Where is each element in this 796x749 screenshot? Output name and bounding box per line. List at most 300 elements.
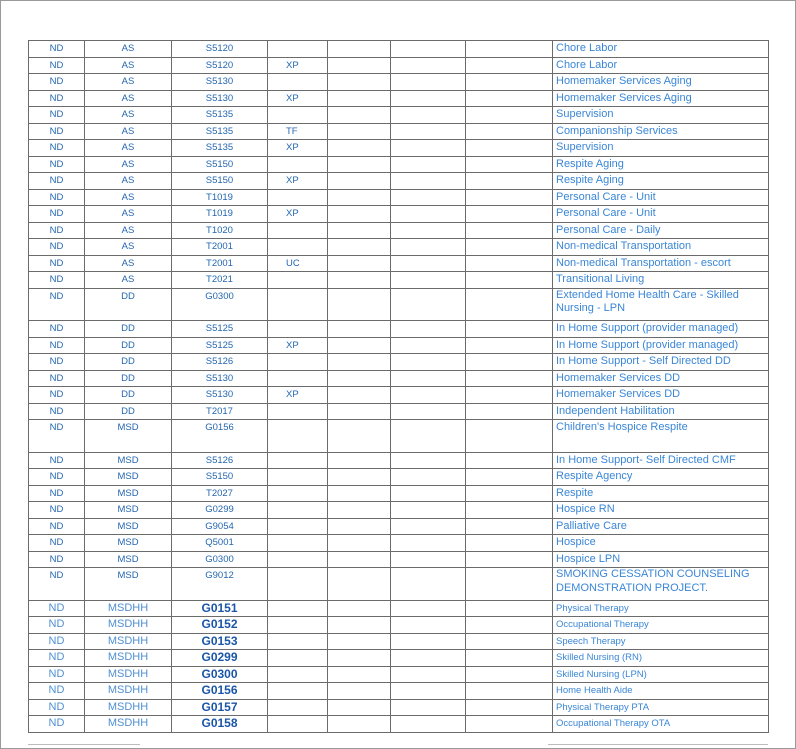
modifier-cell xyxy=(268,74,328,91)
description-cell: Palliative Care xyxy=(553,518,769,535)
empty-cell xyxy=(466,699,553,716)
description-cell: Chore Labor xyxy=(553,57,769,74)
state-cell: ND xyxy=(29,321,85,338)
state-cell: ND xyxy=(29,650,85,667)
description-cell: Hospice RN xyxy=(553,502,769,519)
empty-cell xyxy=(391,617,466,634)
modifier-cell xyxy=(268,699,328,716)
empty-cell xyxy=(466,123,553,140)
empty-cell xyxy=(328,74,391,91)
code-cell: G0299 xyxy=(172,502,268,519)
empty-cell xyxy=(466,354,553,371)
code-cell: S5126 xyxy=(172,452,268,469)
program-cell: DD xyxy=(85,288,172,321)
program-cell: DD xyxy=(85,354,172,371)
state-cell: ND xyxy=(29,57,85,74)
table-row xyxy=(29,683,769,700)
state-cell: ND xyxy=(29,173,85,190)
empty-cell xyxy=(328,387,391,404)
empty-cell xyxy=(328,469,391,486)
empty-cell xyxy=(391,633,466,650)
empty-cell xyxy=(391,420,466,453)
empty-cell xyxy=(466,633,553,650)
code-cell: S5130 xyxy=(172,74,268,91)
empty-cell xyxy=(466,568,553,601)
empty-cell xyxy=(466,173,553,190)
empty-cell xyxy=(328,633,391,650)
empty-cell xyxy=(466,452,553,469)
empty-cell xyxy=(328,337,391,354)
empty-cell xyxy=(391,90,466,107)
state-cell: ND xyxy=(29,403,85,420)
state-cell: ND xyxy=(29,551,85,568)
state-cell: ND xyxy=(29,666,85,683)
description-cell: Occupational Therapy OTA xyxy=(553,716,769,733)
code-cell: G0151 xyxy=(172,600,268,617)
state-cell: ND xyxy=(29,272,85,289)
empty-cell xyxy=(328,321,391,338)
empty-cell xyxy=(466,41,553,58)
empty-cell xyxy=(466,206,553,223)
modifier-cell: XP xyxy=(268,206,328,223)
empty-cell xyxy=(466,716,553,733)
state-cell: ND xyxy=(29,140,85,157)
description-cell: Speech Therapy xyxy=(553,633,769,650)
program-cell: MSD xyxy=(85,502,172,519)
modifier-cell xyxy=(268,502,328,519)
table-row xyxy=(29,189,769,206)
empty-cell xyxy=(391,321,466,338)
description-cell: Occupational Therapy xyxy=(553,617,769,634)
state-cell: ND xyxy=(29,683,85,700)
code-cell: T2021 xyxy=(172,272,268,289)
program-cell: MSDHH xyxy=(85,600,172,617)
state-cell: ND xyxy=(29,255,85,272)
empty-cell xyxy=(391,288,466,321)
code-cell: T1019 xyxy=(172,189,268,206)
empty-cell xyxy=(391,337,466,354)
description-cell: In Home Support (provider managed) xyxy=(553,321,769,338)
empty-cell xyxy=(466,156,553,173)
table-row xyxy=(29,90,769,107)
code-cell: S5126 xyxy=(172,354,268,371)
program-cell: MSDHH xyxy=(85,683,172,700)
program-cell: AS xyxy=(85,222,172,239)
code-cell: S5150 xyxy=(172,173,268,190)
modifier-cell xyxy=(268,189,328,206)
empty-cell xyxy=(328,551,391,568)
empty-cell xyxy=(391,370,466,387)
empty-cell xyxy=(328,272,391,289)
modifier-cell xyxy=(268,403,328,420)
state-cell: ND xyxy=(29,600,85,617)
empty-cell xyxy=(328,568,391,601)
code-cell: G0299 xyxy=(172,650,268,667)
empty-cell xyxy=(466,74,553,91)
modifier-cell: XP xyxy=(268,337,328,354)
code-cell: S5120 xyxy=(172,57,268,74)
modifier-cell xyxy=(268,617,328,634)
table-row xyxy=(29,452,769,469)
table-row xyxy=(29,107,769,124)
empty-cell xyxy=(466,666,553,683)
program-cell: DD xyxy=(85,403,172,420)
code-cell: G0300 xyxy=(172,288,268,321)
empty-cell xyxy=(391,535,466,552)
state-cell: ND xyxy=(29,90,85,107)
description-cell: Respite Aging xyxy=(553,173,769,190)
program-cell: AS xyxy=(85,156,172,173)
empty-cell xyxy=(391,74,466,91)
program-cell: AS xyxy=(85,57,172,74)
code-cell: S5150 xyxy=(172,156,268,173)
description-cell: Transitional Living xyxy=(553,272,769,289)
table-row xyxy=(29,74,769,91)
table-row xyxy=(29,156,769,173)
empty-cell xyxy=(328,452,391,469)
modifier-cell xyxy=(268,272,328,289)
description-cell: Independent Habilitation xyxy=(553,403,769,420)
modifier-cell xyxy=(268,420,328,453)
program-cell: AS xyxy=(85,74,172,91)
program-cell: MSD xyxy=(85,452,172,469)
description-cell: Homemaker Services Aging xyxy=(553,74,769,91)
description-cell: Personal Care - Daily xyxy=(553,222,769,239)
state-cell: ND xyxy=(29,699,85,716)
empty-cell xyxy=(328,370,391,387)
empty-cell xyxy=(466,420,553,453)
program-cell: MSD xyxy=(85,420,172,453)
code-cell: Q5001 xyxy=(172,535,268,552)
empty-cell xyxy=(466,617,553,634)
empty-cell xyxy=(391,403,466,420)
code-cell: S5125 xyxy=(172,337,268,354)
code-cell: G0300 xyxy=(172,551,268,568)
state-cell: ND xyxy=(29,74,85,91)
description-cell: Supervision xyxy=(553,107,769,124)
empty-cell xyxy=(466,239,553,256)
state-cell: ND xyxy=(29,387,85,404)
empty-cell xyxy=(466,502,553,519)
empty-cell xyxy=(391,502,466,519)
empty-cell xyxy=(466,90,553,107)
modifier-cell xyxy=(268,370,328,387)
empty-cell xyxy=(328,403,391,420)
empty-cell xyxy=(328,173,391,190)
empty-cell xyxy=(391,650,466,667)
code-cell: G0152 xyxy=(172,617,268,634)
modifier-cell xyxy=(268,666,328,683)
state-cell: ND xyxy=(29,206,85,223)
modifier-cell xyxy=(268,354,328,371)
empty-cell xyxy=(328,90,391,107)
program-cell: DD xyxy=(85,370,172,387)
table-row xyxy=(29,370,769,387)
description-cell: Non-medical Transportation - escort xyxy=(553,255,769,272)
state-cell: ND xyxy=(29,502,85,519)
description-cell: Respite Aging xyxy=(553,156,769,173)
empty-cell xyxy=(391,551,466,568)
table-row xyxy=(29,288,769,321)
program-cell: MSDHH xyxy=(85,617,172,634)
modifier-cell xyxy=(268,469,328,486)
description-cell: Homemaker Services DD xyxy=(553,370,769,387)
empty-cell xyxy=(391,568,466,601)
description-cell: Homemaker Services Aging xyxy=(553,90,769,107)
table-row xyxy=(29,650,769,667)
code-cell: G0156 xyxy=(172,683,268,700)
empty-cell xyxy=(328,502,391,519)
empty-cell xyxy=(466,107,553,124)
footer-rule-right xyxy=(548,744,768,745)
description-cell: In Home Support - Self Directed DD xyxy=(553,354,769,371)
empty-cell xyxy=(391,173,466,190)
description-cell: Hospice LPN xyxy=(553,551,769,568)
table-row xyxy=(29,699,769,716)
program-cell: MSD xyxy=(85,485,172,502)
modifier-cell xyxy=(268,41,328,58)
program-cell: AS xyxy=(85,206,172,223)
table-row xyxy=(29,518,769,535)
empty-cell xyxy=(466,140,553,157)
table-row xyxy=(29,617,769,634)
code-cell: T2017 xyxy=(172,403,268,420)
state-cell: ND xyxy=(29,420,85,453)
empty-cell xyxy=(328,41,391,58)
modifier-cell xyxy=(268,535,328,552)
state-cell: ND xyxy=(29,189,85,206)
empty-cell xyxy=(328,716,391,733)
table-row xyxy=(29,633,769,650)
program-cell: MSD xyxy=(85,568,172,601)
empty-cell xyxy=(328,57,391,74)
empty-cell xyxy=(466,189,553,206)
modifier-cell xyxy=(268,716,328,733)
state-cell: ND xyxy=(29,535,85,552)
description-cell: Hospice xyxy=(553,535,769,552)
description-cell: Respite Agency xyxy=(553,469,769,486)
description-cell: Children's Hospice Respite xyxy=(553,420,769,453)
description-cell: Homemaker Services DD xyxy=(553,387,769,404)
empty-cell xyxy=(466,387,553,404)
empty-cell xyxy=(391,239,466,256)
program-cell: DD xyxy=(85,321,172,338)
table-row xyxy=(29,173,769,190)
state-cell: ND xyxy=(29,485,85,502)
empty-cell xyxy=(466,683,553,700)
program-cell: DD xyxy=(85,387,172,404)
table-row xyxy=(29,140,769,157)
description-cell: SMOKING CESSATION COUNSELING DEMONSTRATION PROJECT. xyxy=(553,568,769,601)
empty-cell xyxy=(466,272,553,289)
empty-cell xyxy=(391,255,466,272)
table-row xyxy=(29,239,769,256)
program-cell: MSD xyxy=(85,518,172,535)
modifier-cell xyxy=(268,288,328,321)
modifier-cell xyxy=(268,600,328,617)
table-row xyxy=(29,535,769,552)
program-cell: MSD xyxy=(85,551,172,568)
state-cell: ND xyxy=(29,617,85,634)
table-row xyxy=(29,255,769,272)
modifier-cell: XP xyxy=(268,140,328,157)
table-row xyxy=(29,57,769,74)
code-cell: S5135 xyxy=(172,123,268,140)
procedure-code-table xyxy=(28,40,769,733)
state-cell: ND xyxy=(29,41,85,58)
program-cell: AS xyxy=(85,123,172,140)
program-cell: MSDHH xyxy=(85,650,172,667)
modifier-cell xyxy=(268,683,328,700)
program-cell: AS xyxy=(85,272,172,289)
table-row xyxy=(29,568,769,601)
table-row xyxy=(29,337,769,354)
empty-cell xyxy=(391,156,466,173)
program-cell: AS xyxy=(85,140,172,157)
empty-cell xyxy=(391,107,466,124)
empty-cell xyxy=(328,123,391,140)
table-row xyxy=(29,403,769,420)
program-cell: AS xyxy=(85,189,172,206)
empty-cell xyxy=(466,535,553,552)
modifier-cell xyxy=(268,107,328,124)
modifier-cell xyxy=(268,452,328,469)
empty-cell xyxy=(391,666,466,683)
code-cell: S5120 xyxy=(172,41,268,58)
description-cell: In Home Support (provider managed) xyxy=(553,337,769,354)
empty-cell xyxy=(391,57,466,74)
empty-cell xyxy=(328,239,391,256)
modifier-cell xyxy=(268,568,328,601)
program-cell: AS xyxy=(85,173,172,190)
state-cell: ND xyxy=(29,452,85,469)
empty-cell xyxy=(466,337,553,354)
empty-cell xyxy=(391,452,466,469)
state-cell: ND xyxy=(29,716,85,733)
program-cell: DD xyxy=(85,337,172,354)
modifier-cell: TF xyxy=(268,123,328,140)
code-cell: S5125 xyxy=(172,321,268,338)
description-cell: Supervision xyxy=(553,140,769,157)
modifier-cell xyxy=(268,518,328,535)
state-cell: ND xyxy=(29,107,85,124)
empty-cell xyxy=(328,107,391,124)
empty-cell xyxy=(391,140,466,157)
program-cell: MSDHH xyxy=(85,666,172,683)
empty-cell xyxy=(466,321,553,338)
table-row xyxy=(29,469,769,486)
description-cell: Personal Care - Unit xyxy=(553,206,769,223)
code-cell: T1020 xyxy=(172,222,268,239)
code-cell: S5135 xyxy=(172,140,268,157)
modifier-cell xyxy=(268,156,328,173)
modifier-cell: XP xyxy=(268,173,328,190)
empty-cell xyxy=(466,288,553,321)
code-cell: S5130 xyxy=(172,90,268,107)
state-cell: ND xyxy=(29,288,85,321)
empty-cell xyxy=(328,255,391,272)
description-cell: Skilled Nursing (LPN) xyxy=(553,666,769,683)
modifier-cell xyxy=(268,239,328,256)
state-cell: ND xyxy=(29,568,85,601)
code-cell: G0156 xyxy=(172,420,268,453)
empty-cell xyxy=(391,189,466,206)
code-cell: G9012 xyxy=(172,568,268,601)
empty-cell xyxy=(391,683,466,700)
empty-cell xyxy=(391,716,466,733)
code-cell: G0158 xyxy=(172,716,268,733)
code-cell: T1019 xyxy=(172,206,268,223)
modifier-cell xyxy=(268,633,328,650)
code-cell: S5150 xyxy=(172,469,268,486)
code-cell: G0153 xyxy=(172,633,268,650)
code-cell: S5130 xyxy=(172,387,268,404)
empty-cell xyxy=(328,600,391,617)
table-row xyxy=(29,321,769,338)
code-cell: T2027 xyxy=(172,485,268,502)
description-cell: Personal Care - Unit xyxy=(553,189,769,206)
modifier-cell: UC xyxy=(268,255,328,272)
program-cell: AS xyxy=(85,107,172,124)
table-row xyxy=(29,502,769,519)
empty-cell xyxy=(328,354,391,371)
empty-cell xyxy=(328,222,391,239)
program-cell: MSD xyxy=(85,535,172,552)
empty-cell xyxy=(391,41,466,58)
modifier-cell xyxy=(268,551,328,568)
state-cell: ND xyxy=(29,518,85,535)
code-cell: T2001 xyxy=(172,239,268,256)
code-cell: S5130 xyxy=(172,370,268,387)
table-row xyxy=(29,420,769,453)
state-cell: ND xyxy=(29,123,85,140)
empty-cell xyxy=(391,222,466,239)
code-cell: T2001 xyxy=(172,255,268,272)
empty-cell xyxy=(391,272,466,289)
modifier-cell: XP xyxy=(268,90,328,107)
code-cell: G9054 xyxy=(172,518,268,535)
code-cell: G0300 xyxy=(172,666,268,683)
description-cell: Companionship Services xyxy=(553,123,769,140)
code-cell: G0157 xyxy=(172,699,268,716)
program-cell: MSD xyxy=(85,469,172,486)
empty-cell xyxy=(391,699,466,716)
state-cell: ND xyxy=(29,337,85,354)
description-cell: Physical Therapy xyxy=(553,600,769,617)
program-cell: MSDHH xyxy=(85,633,172,650)
description-cell: Home Health Aide xyxy=(553,683,769,700)
modifier-cell: XP xyxy=(268,57,328,74)
empty-cell xyxy=(466,255,553,272)
empty-cell xyxy=(328,420,391,453)
empty-cell xyxy=(466,370,553,387)
empty-cell xyxy=(391,518,466,535)
table-row xyxy=(29,123,769,140)
empty-cell xyxy=(466,469,553,486)
state-cell: ND xyxy=(29,370,85,387)
empty-cell xyxy=(328,518,391,535)
description-cell: Respite xyxy=(553,485,769,502)
empty-cell xyxy=(328,683,391,700)
footer-rule-left xyxy=(28,744,140,745)
empty-cell xyxy=(328,156,391,173)
empty-cell xyxy=(328,535,391,552)
empty-cell xyxy=(391,485,466,502)
description-cell: In Home Support- Self Directed CMF xyxy=(553,452,769,469)
modifier-cell xyxy=(268,485,328,502)
table-row xyxy=(29,716,769,733)
program-cell: AS xyxy=(85,41,172,58)
